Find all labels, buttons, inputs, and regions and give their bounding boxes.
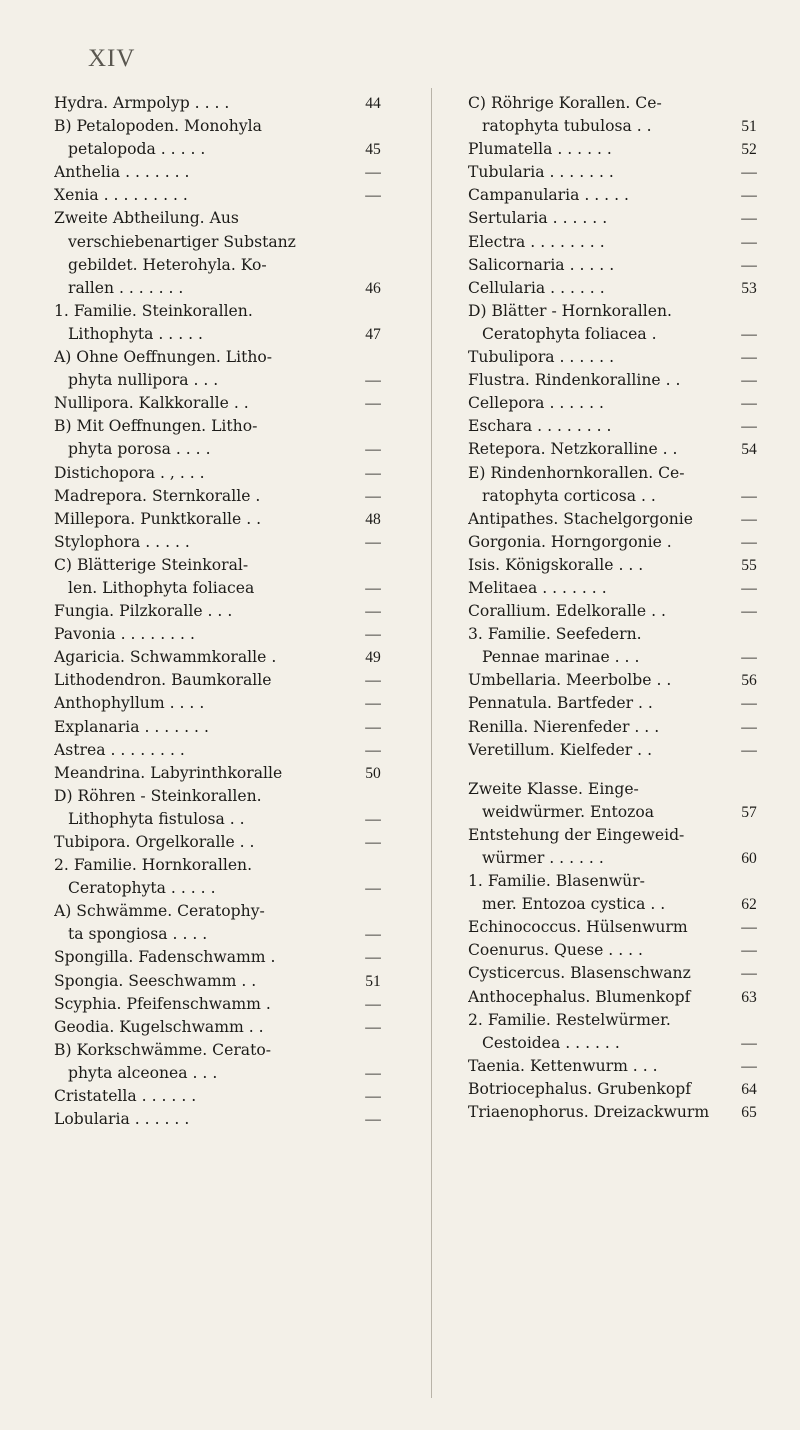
toc-page-number: —	[365, 810, 381, 828]
toc-page-number: —	[741, 579, 757, 597]
toc-entry	[54, 692, 390, 715]
toc-entry	[468, 893, 764, 916]
toc-page-number: —	[741, 372, 757, 390]
toc-page-number: —	[365, 695, 381, 713]
toc-entry	[468, 254, 764, 277]
toc-entry	[54, 808, 390, 831]
toc-page-number: —	[365, 603, 381, 621]
toc-entry-text: Triaenophorus. Dreizackwurm	[468, 1103, 710, 1122]
toc-entry-text: Entstehung der Eingeweid-	[468, 825, 685, 844]
toc-entry	[54, 254, 390, 277]
toc-page-number: —	[365, 995, 381, 1013]
toc-entry	[468, 508, 764, 531]
toc-page-number: 54	[741, 441, 757, 459]
toc-entry	[468, 847, 764, 870]
toc-entry	[54, 762, 390, 785]
section-gap	[468, 762, 764, 778]
toc-page-number: —	[365, 533, 381, 551]
toc-page-number: 55	[741, 556, 757, 574]
toc-entry	[468, 600, 764, 623]
toc-entry-text: Pennatula. Bartfeder . .	[468, 694, 653, 713]
toc-entry-text: Electra . . . . . . . .	[468, 232, 605, 251]
toc-entry	[54, 577, 390, 600]
toc-page-number: 53	[741, 279, 757, 297]
toc-entry	[468, 716, 764, 739]
toc-entry	[54, 508, 390, 531]
toc-entry	[468, 554, 764, 577]
toc-entry-text: Ceratophyta foliacea .	[482, 324, 657, 343]
toc-entry-text: Millepora. Punktkoralle . .	[54, 509, 262, 528]
toc-entry-text: Echinococcus. Hülsenwurm	[468, 918, 688, 937]
toc-page-number: —	[365, 626, 381, 644]
toc-entry-text: Stylophora . . . . .	[54, 532, 190, 551]
toc-page-number: 62	[741, 896, 757, 914]
toc-entry-text: Cysticercus. Blasenschwanz	[468, 964, 691, 983]
toc-entry-text: A) Schwämme. Ceratophy-	[54, 902, 265, 921]
toc-page-number: —	[365, 718, 381, 736]
toc-entry	[54, 946, 390, 969]
toc-entry	[54, 785, 390, 808]
toc-entry	[468, 739, 764, 762]
toc-entry-text: phyta porosa . . . .	[68, 440, 211, 459]
toc-page-number: —	[741, 1057, 757, 1075]
toc-entry-text: A) Ohne Oeffnungen. Litho-	[54, 348, 273, 367]
toc-entry	[468, 692, 764, 715]
toc-entry	[468, 916, 764, 939]
toc-entry	[54, 207, 390, 230]
toc-entry	[468, 824, 764, 847]
toc-entry-text: Meandrina. Labyrinthkoralle	[54, 763, 283, 782]
toc-entry	[54, 92, 390, 115]
toc-page-number: —	[365, 395, 381, 413]
toc-entry-text: phyta alceonea . . .	[68, 1063, 218, 1082]
toc-entry-text: Scyphia. Pfeifenschwamm .	[54, 994, 271, 1013]
toc-entry	[468, 1101, 764, 1124]
toc-entry-text: Eschara . . . . . . . .	[468, 417, 612, 436]
toc-entry-text: 3. Familie. Seefedern.	[468, 625, 642, 644]
toc-entry	[54, 346, 390, 369]
toc-entry	[468, 939, 764, 962]
toc-entry-text: petalopoda . . . . .	[68, 140, 206, 159]
toc-entry	[54, 323, 390, 346]
toc-page-number: —	[741, 349, 757, 367]
toc-entry-text: Antipathes. Stachelgorgonie	[468, 509, 693, 528]
toc-entry	[468, 986, 764, 1009]
toc-entry-text: verschiebenartiger Substanz	[68, 232, 296, 251]
toc-entry	[468, 115, 764, 138]
toc-entry	[468, 531, 764, 554]
toc-page-number: —	[365, 949, 381, 967]
toc-entry-text: D) Röhren - Steinkorallen.	[54, 786, 262, 805]
toc-entry-text: mer. Entozoa cystica . .	[482, 895, 666, 914]
toc-entry-text: Anthelia . . . . . . .	[54, 163, 190, 182]
toc-page-number: —	[741, 965, 757, 983]
toc-entry-text: Taenia. Kettenwurm . . .	[468, 1056, 658, 1075]
toc-entry-text: Cellepora . . . . . .	[468, 394, 604, 413]
toc-entry-text: Lithophyta . . . . .	[68, 324, 204, 343]
toc-entry	[54, 600, 390, 623]
toc-entry	[54, 831, 390, 854]
toc-entry-text: ratophyta corticosa . .	[482, 486, 656, 505]
toc-page-number: —	[741, 603, 757, 621]
toc-entry-text: Ceratophyta . . . . .	[68, 879, 216, 898]
toc-entry	[54, 115, 390, 138]
toc-entry-text: Lithophyta fistulosa . .	[68, 809, 245, 828]
toc-page-number: 57	[741, 803, 757, 821]
toc-entry-text: Isis. Königskoralle . . .	[468, 555, 644, 574]
toc-entry-text: Flustra. Rindenkoralline . .	[468, 371, 681, 390]
toc-entry	[468, 300, 764, 323]
toc-page-number: —	[365, 834, 381, 851]
toc-entry-text: Tubipora. Orgelkoralle . .	[54, 833, 255, 851]
toc-entry-text: 1. Familie. Blasenwür-	[468, 872, 645, 891]
toc-entry-text: gebildet. Heterohyla. Ko-	[68, 255, 267, 274]
toc-entry	[468, 277, 764, 300]
toc-entry	[54, 369, 390, 392]
toc-page-number: 52	[741, 141, 757, 159]
toc-page-number: 64	[741, 1080, 757, 1098]
toc-page-number: —	[365, 672, 381, 690]
toc-right-column	[468, 92, 764, 1124]
toc-page-number: 48	[365, 510, 381, 528]
toc-entry	[468, 138, 764, 161]
toc-entry-text: rallen . . . . . . .	[68, 278, 184, 297]
toc-entry	[468, 161, 764, 184]
toc-entry-text: Lobularia . . . . . .	[54, 1110, 190, 1129]
toc-page-number: 65	[741, 1104, 757, 1122]
toc-page-number: 63	[741, 988, 757, 1006]
toc-entry	[468, 184, 764, 207]
toc-entry	[54, 485, 390, 508]
toc-page-number: —	[741, 256, 757, 274]
toc-page-number: —	[365, 487, 381, 505]
toc-page-number: —	[741, 919, 757, 937]
toc-entry	[54, 923, 390, 946]
toc-page-number: —	[741, 164, 757, 182]
toc-page-number: —	[741, 718, 757, 736]
toc-page-number: —	[365, 164, 381, 182]
toc-entry	[468, 623, 764, 646]
toc-left-column	[54, 92, 390, 1131]
toc-entry	[54, 669, 390, 692]
toc-entry-text: C) Blätterige Steinkoral-	[54, 555, 249, 574]
toc-page-number: —	[365, 926, 381, 944]
toc-entry	[54, 231, 390, 254]
toc-page-number: —	[365, 1064, 381, 1082]
toc-entry	[54, 161, 390, 184]
toc-page-number: 51	[365, 972, 381, 990]
toc-page-number: —	[365, 579, 381, 597]
toc-entry	[468, 231, 764, 254]
toc-entry-text: Madrepora. Sternkoralle .	[54, 486, 261, 505]
toc-entry	[54, 900, 390, 923]
toc-page-number: 51	[741, 118, 757, 136]
toc-entry	[54, 531, 390, 554]
toc-entry-text: Nullipora. Kalkkoralle . .	[54, 394, 249, 413]
toc-entry-text: Xenia . . . . . . . . .	[54, 186, 188, 205]
toc-entry	[54, 716, 390, 739]
toc-entry-text: E) Rindenhornkorallen. Ce-	[468, 463, 685, 482]
toc-entry	[468, 1032, 764, 1055]
toc-entry-text: Salicornaria . . . . .	[468, 255, 615, 274]
toc-entry	[468, 323, 764, 346]
toc-entry-text: Spongia. Seeschwamm . .	[54, 971, 257, 990]
toc-page-number: —	[741, 395, 757, 413]
toc-entry-text: D) Blätter - Hornkorallen.	[468, 301, 672, 320]
toc-entry-text: Pavonia . . . . . . . .	[54, 625, 195, 644]
toc-page-number: —	[741, 210, 757, 228]
toc-page-number: —	[741, 533, 757, 551]
toc-page-number: —	[365, 464, 381, 482]
toc-entry	[468, 485, 764, 508]
toc-page-number: —	[365, 441, 381, 459]
toc-entry	[54, 854, 390, 877]
toc-page-number: —	[741, 1034, 757, 1052]
toc-entry-text: Cellularia . . . . . .	[468, 278, 605, 297]
toc-entry	[468, 369, 764, 392]
toc-entry	[54, 438, 390, 461]
toc-page-number: —	[365, 1111, 381, 1129]
toc-entry-text: phyta nullipora . . .	[68, 371, 219, 390]
toc-entry-text: Hydra. Armpolyp . . . .	[54, 94, 230, 112]
toc-entry	[468, 1078, 764, 1101]
toc-page-number: 56	[741, 672, 757, 690]
toc-entry	[468, 438, 764, 461]
toc-entry	[54, 1062, 390, 1085]
toc-page-number: —	[741, 510, 757, 528]
toc-entry	[468, 870, 764, 893]
toc-entry-text: Umbellaria. Meerbolbe . .	[468, 671, 672, 690]
toc-entry-text: Agaricia. Schwammkoralle .	[54, 648, 277, 667]
toc-page-number: —	[365, 741, 381, 759]
toc-entry-text: Corallium. Edelkoralle . .	[468, 602, 666, 621]
toc-entry	[54, 1108, 390, 1131]
toc-entry-text: Sertularia . . . . . .	[468, 209, 608, 228]
toc-entry-text: Zweite Abtheilung. Aus	[54, 209, 239, 228]
column-divider	[431, 88, 432, 1398]
toc-entry	[468, 346, 764, 369]
toc-entry-text: Tubularia . . . . . . .	[468, 163, 614, 182]
toc-entry	[54, 739, 390, 762]
toc-page-number: —	[365, 187, 381, 205]
toc-entry-text: Cristatella . . . . . .	[54, 1087, 197, 1106]
toc-page-number: —	[365, 1088, 381, 1106]
toc-entry-text: B) Petalopoden. Monohyla	[54, 117, 262, 136]
toc-entry-text: Tubulipora . . . . . .	[468, 348, 615, 367]
toc-entry	[54, 138, 390, 161]
toc-entry	[468, 392, 764, 415]
toc-entry	[468, 646, 764, 669]
toc-entry	[54, 277, 390, 300]
toc-entry	[54, 184, 390, 207]
toc-entry-text: B) Mit Oeffnungen. Litho-	[54, 417, 258, 436]
toc-entry-text: C) Röhrige Korallen. Ce-	[468, 94, 662, 112]
toc-entry	[54, 1016, 390, 1039]
toc-entry	[468, 577, 764, 600]
toc-page-number: 45	[365, 141, 381, 159]
toc-page-number: —	[741, 741, 757, 759]
toc-page-number: 49	[365, 649, 381, 667]
toc-entry	[54, 300, 390, 323]
toc-entry-text: Gorgonia. Horngorgonie .	[468, 532, 672, 551]
toc-entry	[468, 1009, 764, 1032]
toc-page-number: —	[741, 187, 757, 205]
toc-entry-text: ta spongiosa . . . .	[68, 925, 208, 944]
toc-entry-text: Veretillum. Kielfeder . .	[468, 740, 653, 759]
toc-entry-text: ratophyta tubulosa . .	[482, 117, 652, 136]
toc-entry-text: Anthophyllum . . . .	[54, 694, 205, 713]
toc-entry-text: len. Lithophyta foliacea	[68, 578, 255, 597]
toc-entry	[468, 778, 764, 801]
toc-entry	[54, 462, 390, 485]
toc-page-number: —	[741, 942, 757, 960]
toc-page-number: —	[741, 233, 757, 251]
toc-page-number: 60	[741, 850, 757, 867]
toc-page-number: 50	[365, 764, 381, 782]
toc-entry	[468, 1055, 764, 1078]
toc-entry-text: Melitaea . . . . . . .	[468, 578, 607, 597]
toc-page-number: —	[741, 418, 757, 436]
toc-entry	[468, 92, 764, 115]
toc-entry-text: Pennae marinae . . .	[482, 648, 640, 667]
toc-entry-text: 2. Familie. Hornkorallen.	[54, 856, 253, 875]
toc-entry-text: Retepora. Netzkoralline . .	[468, 440, 678, 459]
toc-entry	[54, 970, 390, 993]
toc-entry-text: Zweite Klasse. Einge-	[468, 779, 639, 798]
toc-page-number: —	[741, 325, 757, 343]
toc-page-number: —	[365, 372, 381, 390]
toc-entry	[468, 462, 764, 485]
toc-page-number: —	[365, 1018, 381, 1036]
toc-entry-text: würmer . . . . . .	[482, 849, 604, 867]
toc-entry	[54, 993, 390, 1016]
toc-entry-text: Astrea . . . . . . . .	[54, 740, 185, 759]
toc-entry	[54, 646, 390, 669]
toc-entry-text: Renilla. Nierenfeder . . .	[468, 717, 660, 736]
toc-entry-text: B) Korkschwämme. Cerato-	[54, 1040, 271, 1059]
toc-entry-text: Botriocephalus. Grubenkopf	[468, 1079, 691, 1098]
toc-entry	[468, 207, 764, 230]
toc-entry-text: Anthocephalus. Blumenkopf	[468, 987, 691, 1006]
toc-entry-text: Distichopora . , . . .	[54, 463, 205, 482]
toc-entry-text: Plumatella . . . . . .	[468, 140, 612, 159]
page-number: XIV	[88, 45, 136, 72]
toc-entry-text: Campanularia . . . . .	[468, 186, 629, 205]
toc-entry	[468, 415, 764, 438]
toc-entry-text: Lithodendron. Baumkoralle	[54, 671, 272, 690]
toc-page-number: 46	[365, 279, 381, 297]
toc-entry	[54, 415, 390, 438]
toc-entry-text: Explanaria . . . . . . .	[54, 717, 209, 736]
toc-entry	[54, 1085, 390, 1108]
toc-entry	[468, 962, 764, 985]
toc-entry	[468, 669, 764, 692]
toc-page-number: 47	[365, 325, 381, 343]
toc-entry-text: Cestoidea . . . . . .	[482, 1033, 620, 1052]
toc-page-number: —	[741, 487, 757, 505]
toc-entry-text: Fungia. Pilzkoralle . . .	[54, 602, 233, 621]
toc-entry-text: 1. Familie. Steinkorallen.	[54, 301, 253, 320]
toc-entry-text: Geodia. Kugelschwamm . .	[54, 1017, 264, 1036]
toc-page-number: 44	[365, 95, 381, 112]
toc-entry	[54, 877, 390, 900]
toc-page-number: —	[365, 880, 381, 898]
toc-entry	[54, 1039, 390, 1062]
toc-entry	[54, 554, 390, 577]
toc-entry-text: 2. Familie. Restelwürmer.	[468, 1010, 671, 1029]
toc-entry-text: Coenurus. Quese . . . .	[468, 941, 643, 960]
toc-entry	[54, 392, 390, 415]
toc-page-number: —	[741, 695, 757, 713]
toc-entry	[468, 801, 764, 824]
toc-entry-text: Spongilla. Fadenschwamm .	[54, 948, 276, 967]
toc-page-number: —	[741, 649, 757, 667]
toc-entry-text: weidwürmer. Entozoa	[482, 802, 655, 821]
toc-entry	[54, 623, 390, 646]
